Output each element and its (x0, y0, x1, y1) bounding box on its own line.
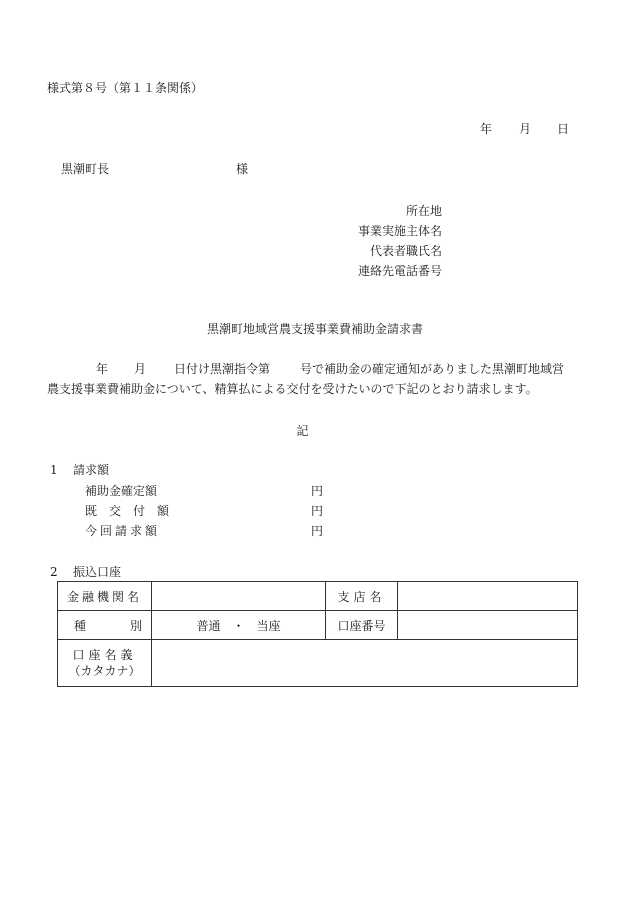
account-type-label-cell (58, 611, 187, 640)
section1-heading: 請求額 (73, 463, 110, 477)
branch-name-label: 支店名 (326, 582, 398, 611)
confirmed-amount-label: 補助金確定額 (85, 484, 158, 498)
bank-account-table (57, 581, 578, 687)
account-holder-field[interactable] (152, 640, 578, 687)
date-day: 日 (557, 122, 570, 136)
bank-name-label: 金融機関名 (58, 582, 152, 611)
account-number-field[interactable] (398, 611, 578, 640)
branch-name-field[interactable] (398, 582, 578, 611)
current-request-unit: 円 (311, 524, 324, 538)
addressee-name: 黒潮町長 (61, 162, 110, 176)
section2-heading: 振込口座 (73, 565, 122, 579)
account-holder-note: （カタカナ） (68, 664, 141, 678)
applicant-phone-label: 連絡先電話番号 (357, 264, 442, 278)
account-holder-label: 口座名義 (72, 648, 137, 662)
body-month: 月 (134, 362, 147, 376)
date-year: 年 (480, 122, 493, 136)
section2-number: 2 (50, 565, 58, 579)
body-line2: 農支援事業費補助金について、精算払による交付を受けたいので下記のとおり請求します。 (47, 382, 538, 396)
date-month: 月 (519, 122, 532, 136)
confirmed-amount-unit: 円 (311, 484, 324, 498)
addressee-honorific: 様 (236, 162, 249, 176)
applicant-block (300, 201, 442, 281)
body-year: 年 (96, 362, 109, 376)
already-paid-label: 既 交 付 額 (85, 504, 170, 518)
body-date-ref: 日付け黒潮指令第 (174, 362, 271, 376)
account-type-label: 種別 (74, 618, 187, 633)
bank-name-field[interactable] (152, 582, 326, 611)
current-request-label: 今回請求額 (85, 524, 161, 538)
body-line1-rest: 号で補助金の確定通知がありました黒潮町地域営 (300, 362, 565, 376)
applicant-entity-label: 事業実施主体名 (357, 224, 442, 238)
applicant-representative-label: 代表者職氏名 (369, 244, 442, 258)
ki-heading: 記 (296, 424, 309, 438)
account-type-options[interactable]: 普通 ・ 当座 (152, 611, 326, 640)
form-number: 様式第８号（第１１条関係） (47, 81, 204, 95)
section1-number: 1 (50, 463, 58, 477)
applicant-address-label: 所在地 (405, 204, 442, 218)
account-number-label: 口座番号 (326, 611, 398, 640)
document-title: 黒潮町地域営農支援事業費補助金請求書 (206, 322, 423, 336)
already-paid-unit: 円 (311, 504, 324, 518)
account-holder-label-cell (58, 640, 152, 687)
